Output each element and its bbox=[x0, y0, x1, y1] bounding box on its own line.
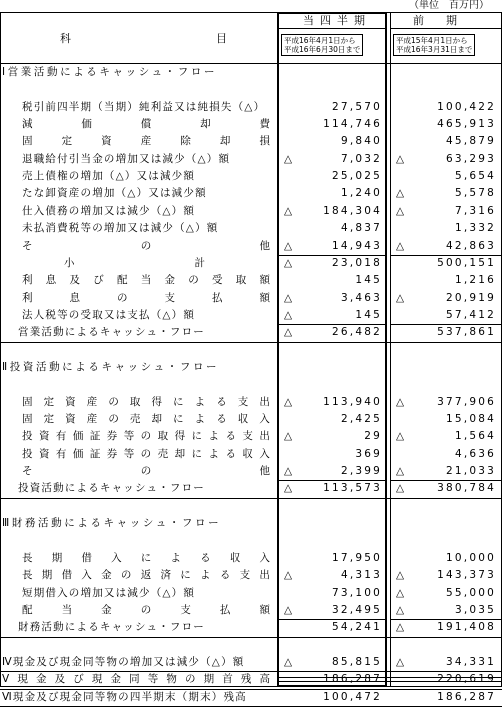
previous-value: 10,000 bbox=[446, 551, 496, 564]
table-row bbox=[0, 151, 502, 168]
previous-value: 220,619 bbox=[437, 673, 496, 686]
row-label: 減 価 償 却 費 bbox=[22, 118, 270, 131]
row-label: 短期借入の増加又は減少（△）額 bbox=[22, 586, 196, 599]
row-label: 利 息 の 支 払 額 bbox=[22, 291, 270, 304]
previous-value: 5,578 bbox=[454, 187, 496, 200]
row-label: 固 定 資 産 除 却 損 bbox=[22, 135, 270, 148]
row-label: 小 計 bbox=[64, 256, 205, 269]
table-row bbox=[0, 203, 502, 220]
blank-row bbox=[0, 532, 502, 549]
table-row bbox=[0, 324, 502, 341]
row-label: そ の 他 bbox=[22, 465, 270, 478]
row-label: 配 当 金 の 支 払 額 bbox=[22, 603, 270, 616]
negative-mark: △ bbox=[284, 395, 293, 408]
table-row bbox=[0, 619, 502, 636]
previous-value: 500,151 bbox=[437, 256, 496, 269]
negative-mark: △ bbox=[396, 187, 405, 200]
negative-mark: △ bbox=[396, 482, 405, 495]
negative-mark: △ bbox=[396, 239, 405, 252]
current-value: 186,287 bbox=[323, 673, 382, 686]
negative-mark: △ bbox=[284, 430, 293, 443]
table-row bbox=[0, 428, 502, 445]
previous-value: 3,035 bbox=[454, 603, 496, 616]
table-row bbox=[0, 480, 502, 497]
previous-value: 186,287 bbox=[437, 690, 496, 703]
table-row bbox=[0, 463, 502, 480]
previous-value: 5,654 bbox=[454, 170, 496, 183]
previous-value: 1,332 bbox=[454, 222, 496, 235]
row-label: 固 定 資 産 の 売 却 に よ る 収 入 bbox=[22, 413, 270, 425]
negative-mark: △ bbox=[284, 152, 293, 165]
table-row bbox=[0, 99, 502, 116]
previous-value: 7,316 bbox=[454, 204, 496, 217]
current-value: 2,399 bbox=[340, 465, 382, 478]
previous-value: 377,906 bbox=[437, 395, 496, 408]
previous-year-header: 前 期 bbox=[413, 14, 457, 27]
row-label: Ⅳ現金及び現金同等物の増加又は減少（△）額 bbox=[2, 655, 245, 668]
row-label: 長 期 借 入 に よ る 収 入 bbox=[22, 551, 270, 564]
table-row bbox=[0, 238, 502, 255]
double-rule bbox=[277, 677, 502, 682]
previous-value: 57,412 bbox=[446, 308, 496, 321]
negative-mark: △ bbox=[284, 308, 293, 321]
table-row bbox=[0, 255, 502, 272]
blank-row bbox=[0, 637, 502, 654]
previous-value: 143,373 bbox=[437, 569, 496, 582]
negative-mark: △ bbox=[284, 655, 293, 668]
table-row bbox=[0, 272, 502, 289]
current-value: 4,837 bbox=[340, 222, 382, 235]
current-value: 29 bbox=[364, 430, 382, 443]
current-value: 32,495 bbox=[332, 603, 382, 616]
previous-value: 20,919 bbox=[446, 291, 496, 304]
row-label: Ⅴ 現 金 及 び 現 金 同 等 物 の 期 首 残 高 bbox=[2, 673, 270, 686]
row-label: 利 息 及 び 配 当 金 の 受 取 額 bbox=[22, 274, 270, 287]
blank-row bbox=[0, 81, 502, 98]
row-label: 退職給付引当金の増加又は減少（△）額 bbox=[22, 152, 231, 165]
current-value: 145 bbox=[355, 274, 382, 287]
current-value: 7,032 bbox=[340, 152, 382, 165]
table-row bbox=[0, 220, 502, 237]
current-value: 3,463 bbox=[340, 291, 382, 304]
previous-value: 537,861 bbox=[437, 326, 496, 339]
row-label: 投 資 有 価 証 券 等 の 取 得 に よ る 支 出 bbox=[22, 430, 270, 443]
previous-value: 15,084 bbox=[446, 413, 496, 425]
negative-mark: △ bbox=[396, 603, 405, 616]
row-label: Ⅰ営業活動によるキャッシュ・フロー bbox=[2, 66, 218, 78]
negative-mark: △ bbox=[284, 569, 293, 582]
previous-value: 465,913 bbox=[437, 118, 496, 131]
previous-value: 63,293 bbox=[446, 152, 496, 165]
row-label: そ の 他 bbox=[22, 239, 270, 252]
current-value: 73,100 bbox=[332, 586, 382, 599]
current-period-to: 平成16年6月30日まで bbox=[284, 45, 361, 54]
table-row bbox=[0, 602, 502, 619]
previous-value: 4,636 bbox=[454, 447, 496, 460]
current-quarter-header: 当四半期 bbox=[303, 14, 371, 27]
table-row bbox=[0, 550, 502, 567]
current-value: 25,025 bbox=[332, 170, 382, 183]
table-row bbox=[0, 394, 502, 411]
current-value: 1,240 bbox=[340, 187, 382, 200]
negative-mark: △ bbox=[284, 239, 293, 252]
blank-row bbox=[0, 376, 502, 393]
negative-mark: △ bbox=[396, 569, 405, 582]
previous-value: 191,408 bbox=[437, 621, 496, 634]
previous-value: 1,564 bbox=[454, 430, 496, 443]
current-value: 113,940 bbox=[323, 395, 382, 408]
current-value: 14,943 bbox=[332, 239, 382, 252]
row-label: 固 定 資 産 の 取 得 に よ る 支 出 bbox=[22, 395, 270, 408]
current-value: 9,840 bbox=[340, 135, 382, 148]
table-row bbox=[0, 290, 502, 307]
row-label: 税引前四半期（当期）純利益又は純損失（△） bbox=[22, 100, 266, 113]
negative-mark: △ bbox=[396, 621, 405, 634]
negative-mark: △ bbox=[284, 603, 293, 616]
table-row bbox=[0, 185, 502, 202]
current-period-range bbox=[281, 34, 363, 56]
current-value: 27,570 bbox=[332, 100, 382, 113]
current-value: 4,313 bbox=[340, 569, 382, 582]
row-label: Ⅱ投資活動によるキャッシュ・フロー bbox=[2, 360, 220, 373]
previous-value: 34,331 bbox=[446, 655, 496, 668]
negative-mark: △ bbox=[396, 430, 405, 443]
current-value: 26,482 bbox=[332, 326, 382, 339]
previous-value: 100,422 bbox=[437, 100, 496, 113]
current-value: 100,472 bbox=[323, 690, 382, 703]
table-row bbox=[0, 446, 502, 463]
negative-mark: △ bbox=[396, 204, 405, 217]
table-row bbox=[0, 515, 502, 532]
previous-period-to: 平成16年3月31日まで bbox=[396, 45, 473, 54]
table-row bbox=[0, 567, 502, 584]
negative-mark: △ bbox=[284, 482, 293, 495]
item-column-header: 科 目 bbox=[60, 32, 228, 45]
row-label: 投 資 有 価 証 券 等 の 売 却 に よ る 収 入 bbox=[22, 447, 270, 460]
previous-value: 42,863 bbox=[446, 239, 496, 252]
previous-period-from: 平成15年4月1日から bbox=[396, 36, 468, 45]
table-row bbox=[0, 411, 502, 428]
row-label: 売上債権の増加（△）又は減少額 bbox=[22, 170, 196, 183]
previous-value: 1,216 bbox=[454, 274, 496, 287]
row-label: 長 期 借 入 金 の 返 済 に よ る 支 出 bbox=[22, 569, 270, 582]
negative-mark: △ bbox=[396, 395, 405, 408]
table-row bbox=[0, 133, 502, 150]
table-row bbox=[0, 689, 502, 706]
previous-value: 55,000 bbox=[446, 586, 496, 599]
row-label: Ⅲ財務活動によるキャッシュ・フロー bbox=[2, 517, 222, 530]
current-value: 369 bbox=[355, 447, 382, 460]
negative-mark: △ bbox=[396, 465, 405, 478]
negative-mark: △ bbox=[396, 586, 405, 599]
table-row bbox=[0, 116, 502, 133]
previous-value: 21,033 bbox=[446, 465, 496, 478]
current-value: 2,425 bbox=[340, 413, 382, 425]
row-label: 営業活動によるキャッシュ・フロー bbox=[18, 326, 205, 339]
current-value: 113,573 bbox=[323, 482, 382, 495]
row-label: 財務活動によるキャッシュ・フロー bbox=[18, 621, 205, 634]
table-row bbox=[0, 64, 502, 81]
current-value: 54,241 bbox=[332, 621, 382, 634]
previous-value: 45,879 bbox=[446, 135, 496, 148]
negative-mark: △ bbox=[396, 291, 405, 304]
row-label: たな卸資産の増加（△）又は減少額 bbox=[22, 187, 207, 200]
negative-mark: △ bbox=[396, 655, 405, 668]
table-row bbox=[0, 654, 502, 671]
negative-mark: △ bbox=[284, 326, 293, 339]
current-value: 85,815 bbox=[332, 655, 382, 668]
previous-period-range bbox=[393, 34, 475, 56]
current-value: 17,950 bbox=[332, 551, 382, 564]
table-row bbox=[0, 585, 502, 602]
row-label: 法人税等の受取又は支払（△）額 bbox=[22, 308, 196, 321]
current-value: 23,018 bbox=[332, 256, 382, 269]
current-value: 114,746 bbox=[323, 118, 382, 131]
current-period-from: 平成16年4月1日から bbox=[284, 36, 356, 45]
row-label: 仕入債務の増加又は減少（△）額 bbox=[22, 204, 196, 217]
row-label: 未払消費税等の増加又は減少（△）額 bbox=[22, 222, 219, 235]
negative-mark: △ bbox=[284, 465, 293, 478]
previous-value: 380,784 bbox=[437, 482, 496, 495]
negative-mark: △ bbox=[396, 152, 405, 165]
row-label: Ⅵ現金及び現金同等物の四半期末（期末）残高 bbox=[2, 690, 247, 703]
negative-mark: △ bbox=[284, 256, 293, 269]
current-value: 145 bbox=[355, 308, 382, 321]
current-value: 184,304 bbox=[323, 204, 382, 217]
table-row bbox=[0, 307, 502, 324]
unit-label: （単位 百万円） bbox=[409, 0, 489, 11]
negative-mark: △ bbox=[284, 204, 293, 217]
table-row bbox=[0, 168, 502, 185]
negative-mark: △ bbox=[284, 291, 293, 304]
row-label: 投資活動によるキャッシュ・フロー bbox=[18, 482, 205, 495]
blank-row bbox=[0, 498, 502, 515]
blank-row bbox=[0, 342, 502, 359]
table-row bbox=[0, 359, 502, 376]
